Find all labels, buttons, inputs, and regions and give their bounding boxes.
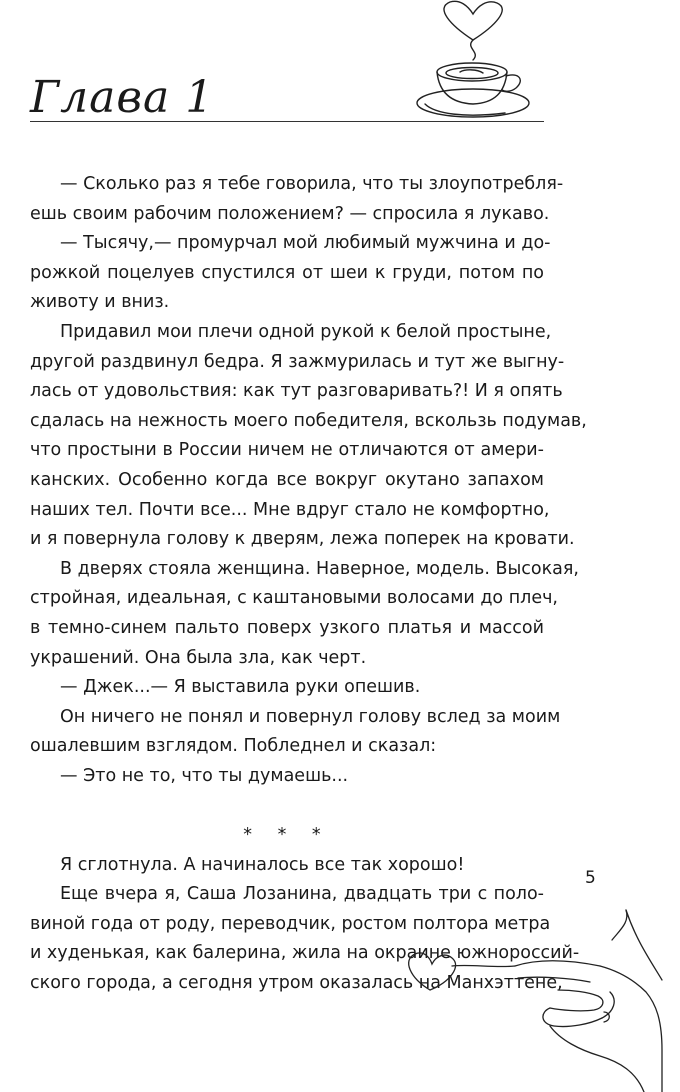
text-line: ошалевшим взглядом. Побледнел и сказал: [30,736,437,757]
text-line: сдалась на нежность моего победителя, вскользь подумав, [30,410,587,431]
section-separator: * * * [243,825,331,846]
text-line: что простыни в России ничем не отличаются от амери- [30,440,544,461]
text-line: Еще вчера я, Саша Лозанина, двадцать три с поло- [60,884,544,905]
text-line: и я повернула голову к дверям, лежа поперек на кровати. [30,529,575,550]
text-line: рожкой поцелуев спустился от шеи к груди, потом по [30,262,544,283]
text-line: животу и вниз. [30,292,170,313]
text-line: ского города, а сегодня утром оказалась на Манхэттене, [30,973,563,994]
text-line: Он ничего не понял и повернул голову вслед за моим [60,706,561,727]
text-line: стройная, идеальная, с каштановыми волосами до плеч, [30,588,558,609]
text-line: в темно-синем пальто поверх узкого платья и массой [30,617,544,638]
text-line: виной года от роду, переводчик, ростом полтора метра [30,913,551,934]
text-line: — Джек...— Я выставила руки опешив. [60,677,421,698]
text-line: — Сколько раз я тебе говорила, что ты злоупотребля- [60,174,564,194]
text-line: — Тысячу,— промурчал мой любимый мужчина и до- [60,233,551,254]
text-line: Придавил мои плечи одной рукой к белой простыне, [60,321,552,342]
text-line: наших тел. Почти все... Мне вдруг стало не комфортно, [30,499,550,520]
text-line: Я сглотнула. А начиналось все так хорошо! [60,854,465,875]
text-line: лась от удовольствия: как тут разговаривать?! И я опять [30,381,563,402]
page-number: 5 [585,868,596,888]
text-line: канских. Особенно когда все вокруг окутано запахом [30,469,544,490]
text-line: — Это не то, что ты думаешь... [60,765,349,786]
title-rule [30,121,544,122]
text-line: ешь своим рабочим положением? — спросила я лукаво. [30,203,550,224]
text-line: В дверях стояла женщина. Наверное, модель. Высокая, [60,558,579,579]
hand-heart-illustration [400,900,680,1092]
text-line: украшений. Она была зла, как черт. [30,647,367,668]
coffee-cup-heart-illustration [405,0,545,125]
body-text [30,170,587,999]
chapter-title: Глава 1 [30,72,215,123]
text-line: и худенькая, как балерина, жила на окраине южнороссий- [30,943,580,964]
text-line: другой раздвинул бедра. Я зажмурилась и тут же выгну- [30,351,565,372]
